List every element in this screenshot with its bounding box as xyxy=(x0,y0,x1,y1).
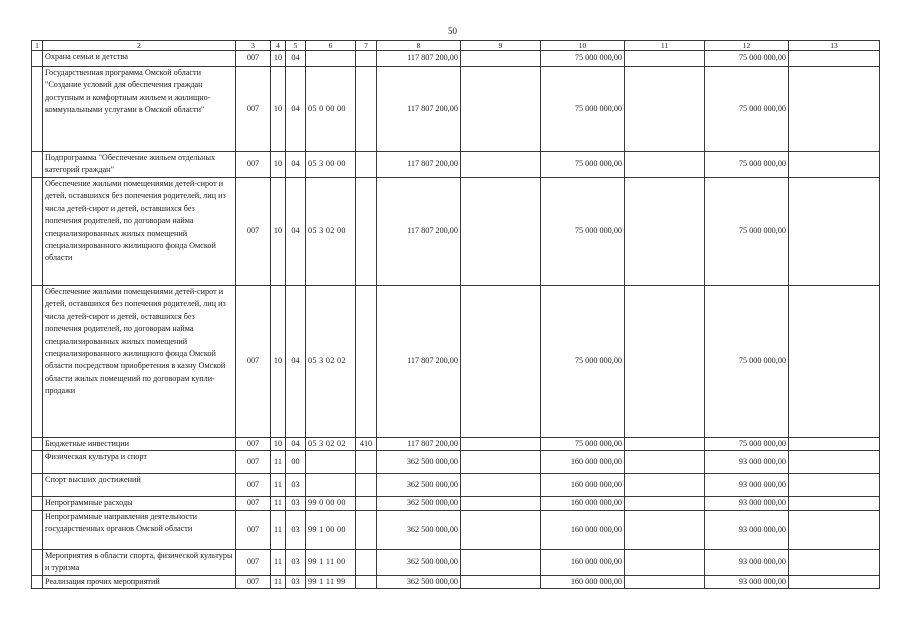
row-cell-col-6 xyxy=(306,451,356,474)
row-cell-col-12: 75 000 000,00 xyxy=(705,51,789,67)
column-header-3: 3 xyxy=(236,41,271,51)
column-header-2: 2 xyxy=(43,41,236,51)
row-cell-col-3: 007 xyxy=(236,67,271,152)
row-cell-col-10: 160 000 000,00 xyxy=(541,510,625,549)
table-row xyxy=(32,497,880,510)
column-header-8: 8 xyxy=(377,41,461,51)
row-cell-col-6 xyxy=(306,51,356,67)
row-cell-col-12: 93 000 000,00 xyxy=(705,451,789,474)
budget-table xyxy=(31,40,880,589)
row-cell-col-7 xyxy=(356,510,377,549)
row-cell-col-12: 75 000 000,00 xyxy=(705,152,789,178)
row-cell-col-1 xyxy=(32,178,43,286)
row-cell-col-9 xyxy=(461,286,541,438)
row-cell-col-10: 75 000 000,00 xyxy=(541,178,625,286)
row-cell-col-10: 75 000 000,00 xyxy=(541,286,625,438)
row-cell-col-3: 007 xyxy=(236,575,271,588)
row-cell-col-5: 04 xyxy=(286,152,306,178)
row-cell-col-7 xyxy=(356,549,377,575)
row-cell-col-13 xyxy=(789,451,880,474)
row-cell-col-4: 10 xyxy=(271,178,286,286)
row-cell-col-5: 04 xyxy=(286,438,306,451)
row-cell-col-3: 007 xyxy=(236,51,271,67)
row-name-cell: Физическая культура и спорт xyxy=(43,451,236,474)
table-row xyxy=(32,286,880,438)
row-cell-col-5: 04 xyxy=(286,51,306,67)
row-cell-col-1 xyxy=(32,438,43,451)
table-row xyxy=(32,451,880,474)
row-cell-col-3: 007 xyxy=(236,438,271,451)
row-cell-col-9 xyxy=(461,549,541,575)
row-cell-col-8: 362 500 000,00 xyxy=(377,451,461,474)
row-cell-col-3: 007 xyxy=(236,451,271,474)
row-cell-col-3: 007 xyxy=(236,549,271,575)
row-cell-col-11 xyxy=(625,474,705,497)
table-row xyxy=(32,510,880,549)
row-cell-col-5: 04 xyxy=(286,286,306,438)
row-cell-col-6: 05 3 02 02 xyxy=(306,286,356,438)
row-cell-col-11 xyxy=(625,286,705,438)
row-cell-col-6: 99 1 00 00 xyxy=(306,510,356,549)
row-cell-col-10: 160 000 000,00 xyxy=(541,549,625,575)
row-cell-col-12: 93 000 000,00 xyxy=(705,549,789,575)
table-row xyxy=(32,438,880,451)
row-cell-col-13 xyxy=(789,575,880,588)
row-cell-col-3: 007 xyxy=(236,510,271,549)
row-cell-col-11 xyxy=(625,438,705,451)
row-cell-col-1 xyxy=(32,474,43,497)
row-cell-col-1 xyxy=(32,549,43,575)
row-cell-col-1 xyxy=(32,67,43,152)
row-cell-col-5: 00 xyxy=(286,451,306,474)
row-cell-col-7 xyxy=(356,51,377,67)
column-header-7: 7 xyxy=(356,41,377,51)
table-row xyxy=(32,549,880,575)
row-cell-col-11 xyxy=(625,152,705,178)
row-cell-col-4: 11 xyxy=(271,510,286,549)
row-cell-col-11 xyxy=(625,67,705,152)
row-cell-col-1 xyxy=(32,497,43,510)
row-cell-col-5: 03 xyxy=(286,575,306,588)
row-name-cell: Спорт высших достижений xyxy=(43,474,236,497)
column-header-4: 4 xyxy=(271,41,286,51)
table-row xyxy=(32,67,880,152)
row-cell-col-7 xyxy=(356,178,377,286)
column-header-5: 5 xyxy=(286,41,306,51)
page-number: 50 xyxy=(448,26,457,36)
row-cell-col-13 xyxy=(789,438,880,451)
row-cell-col-7 xyxy=(356,286,377,438)
row-name-cell: Реализация прочих мероприятий xyxy=(43,575,236,588)
row-cell-col-5: 04 xyxy=(286,67,306,152)
row-cell-col-1 xyxy=(32,286,43,438)
row-cell-col-13 xyxy=(789,178,880,286)
table-row xyxy=(32,178,880,286)
column-header-13: 13 xyxy=(789,41,880,51)
row-name-cell: Государственная программа Омской области "Создание условий для обеспечения граждан доступным и комфортным жильем и жилищно-коммунальными услугами в Омской области" xyxy=(43,67,236,152)
row-cell-col-12: 75 000 000,00 xyxy=(705,286,789,438)
row-cell-col-6: 99 0 00 00 xyxy=(306,497,356,510)
row-cell-col-8: 362 500 000,00 xyxy=(377,497,461,510)
row-cell-col-11 xyxy=(625,178,705,286)
row-cell-col-13 xyxy=(789,67,880,152)
row-cell-col-4: 10 xyxy=(271,51,286,67)
row-name-cell: Бюджетные инвестиции xyxy=(43,438,236,451)
row-cell-col-12: 93 000 000,00 xyxy=(705,497,789,510)
row-cell-col-11 xyxy=(625,451,705,474)
row-cell-col-10: 160 000 000,00 xyxy=(541,451,625,474)
row-cell-col-3: 007 xyxy=(236,497,271,510)
row-cell-col-11 xyxy=(625,51,705,67)
row-name-cell: Непрограммные расходы xyxy=(43,497,236,510)
row-cell-col-9 xyxy=(461,51,541,67)
row-cell-col-1 xyxy=(32,152,43,178)
column-header-9: 9 xyxy=(461,41,541,51)
column-header-6: 6 xyxy=(306,41,356,51)
row-cell-col-9 xyxy=(461,510,541,549)
row-cell-col-10: 75 000 000,00 xyxy=(541,51,625,67)
row-name-cell: Охрана семьи и детства xyxy=(43,51,236,67)
row-cell-col-9 xyxy=(461,451,541,474)
row-cell-col-3: 007 xyxy=(236,474,271,497)
row-cell-col-6: 99 1 11 00 xyxy=(306,549,356,575)
row-cell-col-6: 05 3 02 02 xyxy=(306,438,356,451)
row-cell-col-4: 11 xyxy=(271,474,286,497)
column-header-12: 12 xyxy=(705,41,789,51)
row-cell-col-12: 93 000 000,00 xyxy=(705,510,789,549)
row-name-cell: Подпрограмма "Обеспечение жильем отдельных категорий граждан" xyxy=(43,152,236,178)
row-cell-col-4: 10 xyxy=(271,286,286,438)
row-cell-col-4: 10 xyxy=(271,67,286,152)
row-cell-col-11 xyxy=(625,497,705,510)
row-cell-col-11 xyxy=(625,575,705,588)
row-cell-col-9 xyxy=(461,575,541,588)
table-row xyxy=(32,51,880,67)
row-cell-col-9 xyxy=(461,67,541,152)
row-cell-col-7 xyxy=(356,152,377,178)
row-cell-col-12: 75 000 000,00 xyxy=(705,438,789,451)
table-body xyxy=(32,51,880,589)
column-header-1: 1 xyxy=(32,41,43,51)
row-name-cell: Непрограммные направления деятельности государственных органов Омской области xyxy=(43,510,236,549)
row-cell-col-12: 93 000 000,00 xyxy=(705,575,789,588)
row-name-cell: Мероприятия в области спорта, физической культуры и туризма xyxy=(43,549,236,575)
column-number-row xyxy=(32,41,880,51)
row-name-cell: Обеспечение жилыми помещениями детей-сирот и детей, оставшихся без попечения родителей, лиц из числа детей-сирот и детей, оставшихся без попечения родителей, по договорам найма специализированных жилых помещений специализированного жилищного фонда Омской области xyxy=(43,178,236,286)
row-cell-col-7 xyxy=(356,575,377,588)
row-name-cell: Обеспечение жилыми помещениями детей-сирот и детей, оставшихся без попечения родителей, лиц из числа детей-сирот и детей, оставшихся без попечения родителей, по договорам найма специализированных жилых помещений специализированного жилищного фонда Омской области посредством приобретения в казну Омской области жилых помещений по договорам купли-продажи xyxy=(43,286,236,438)
row-cell-col-8: 117 807 200,00 xyxy=(377,438,461,451)
column-header-11: 11 xyxy=(625,41,705,51)
row-cell-col-10: 75 000 000,00 xyxy=(541,67,625,152)
row-cell-col-1 xyxy=(32,575,43,588)
row-cell-col-13 xyxy=(789,286,880,438)
row-cell-col-7 xyxy=(356,474,377,497)
row-cell-col-3: 007 xyxy=(236,152,271,178)
row-cell-col-9 xyxy=(461,438,541,451)
row-cell-col-13 xyxy=(789,474,880,497)
row-cell-col-12: 75 000 000,00 xyxy=(705,178,789,286)
row-cell-col-6: 99 1 11 99 xyxy=(306,575,356,588)
row-cell-col-10: 75 000 000,00 xyxy=(541,152,625,178)
row-cell-col-9 xyxy=(461,152,541,178)
row-cell-col-7 xyxy=(356,67,377,152)
row-cell-col-10: 160 000 000,00 xyxy=(541,575,625,588)
row-cell-col-8: 117 807 200,00 xyxy=(377,178,461,286)
row-cell-col-8: 117 807 200,00 xyxy=(377,67,461,152)
row-cell-col-6: 05 3 02 00 xyxy=(306,178,356,286)
row-cell-col-8: 362 500 000,00 xyxy=(377,549,461,575)
row-cell-col-3: 007 xyxy=(236,178,271,286)
row-cell-col-8: 362 500 000,00 xyxy=(377,474,461,497)
row-cell-col-12: 93 000 000,00 xyxy=(705,474,789,497)
row-cell-col-3: 007 xyxy=(236,286,271,438)
row-cell-col-5: 03 xyxy=(286,510,306,549)
row-cell-col-5: 03 xyxy=(286,497,306,510)
table-row xyxy=(32,152,880,178)
row-cell-col-13 xyxy=(789,497,880,510)
row-cell-col-9 xyxy=(461,497,541,510)
row-cell-col-4: 10 xyxy=(271,152,286,178)
row-cell-col-8: 362 500 000,00 xyxy=(377,575,461,588)
row-cell-col-6: 05 0 00 00 xyxy=(306,67,356,152)
row-cell-col-10: 75 000 000,00 xyxy=(541,438,625,451)
row-cell-col-5: 04 xyxy=(286,178,306,286)
row-cell-col-13 xyxy=(789,51,880,67)
row-cell-col-10: 160 000 000,00 xyxy=(541,474,625,497)
row-cell-col-11 xyxy=(625,549,705,575)
row-cell-col-4: 11 xyxy=(271,497,286,510)
row-cell-col-5: 03 xyxy=(286,549,306,575)
row-cell-col-12: 75 000 000,00 xyxy=(705,67,789,152)
row-cell-col-6 xyxy=(306,474,356,497)
row-cell-col-1 xyxy=(32,451,43,474)
row-cell-col-9 xyxy=(461,474,541,497)
row-cell-col-11 xyxy=(625,510,705,549)
row-cell-col-13 xyxy=(789,152,880,178)
row-cell-col-8: 117 807 200,00 xyxy=(377,152,461,178)
row-cell-col-10: 160 000 000,00 xyxy=(541,497,625,510)
row-cell-col-1 xyxy=(32,51,43,67)
row-cell-col-6: 05 3 00 00 xyxy=(306,152,356,178)
row-cell-col-4: 11 xyxy=(271,575,286,588)
row-cell-col-8: 117 807 200,00 xyxy=(377,51,461,67)
row-cell-col-1 xyxy=(32,510,43,549)
row-cell-col-4: 11 xyxy=(271,451,286,474)
column-header-10: 10 xyxy=(541,41,625,51)
row-cell-col-7 xyxy=(356,497,377,510)
row-cell-col-13 xyxy=(789,510,880,549)
row-cell-col-8: 362 500 000,00 xyxy=(377,510,461,549)
row-cell-col-7: 410 xyxy=(356,438,377,451)
row-cell-col-7 xyxy=(356,451,377,474)
table-row xyxy=(32,474,880,497)
table-row xyxy=(32,575,880,588)
row-cell-col-4: 10 xyxy=(271,438,286,451)
row-cell-col-4: 11 xyxy=(271,549,286,575)
row-cell-col-13 xyxy=(789,549,880,575)
row-cell-col-5: 03 xyxy=(286,474,306,497)
row-cell-col-8: 117 807 200,00 xyxy=(377,286,461,438)
row-cell-col-9 xyxy=(461,178,541,286)
